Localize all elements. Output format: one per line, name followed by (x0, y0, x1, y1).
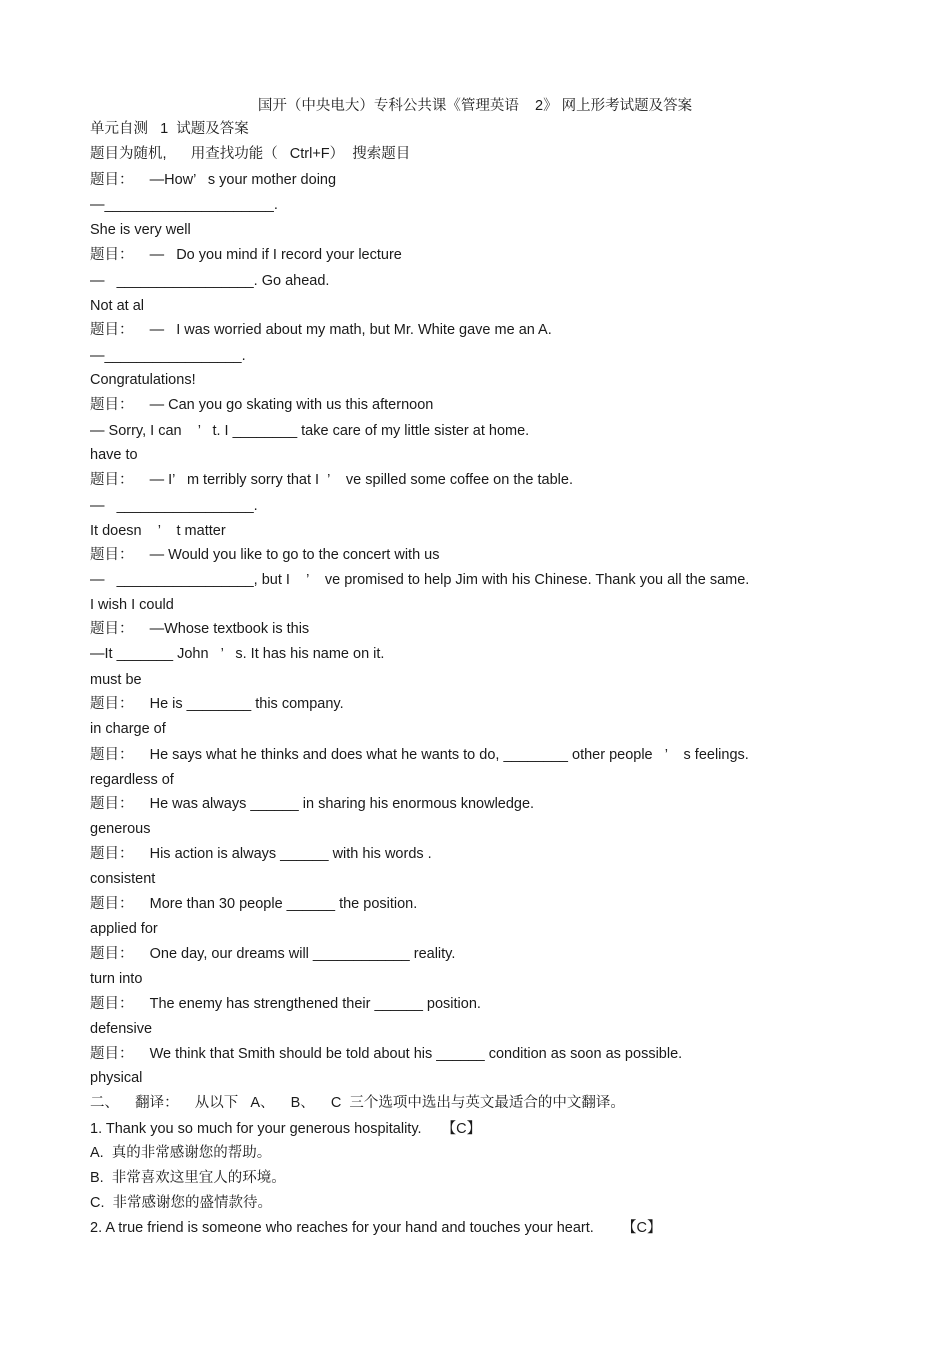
text-line: 题目为随机, 用查找功能（ Ctrl+F） 搜索题目 (90, 146, 411, 162)
text-line: must be (90, 672, 142, 688)
text-line: 单元自测 1 试题及答案 (90, 121, 249, 137)
document-title: 国开（中央电大）专科公共课《管理英语 2》 网上形考试题及答案 (257, 98, 693, 114)
text-line: 2. A true friend is someone who reaches for your hand and touches your heart. 【C】 (90, 1220, 662, 1236)
text-line: 题目： — Would you like to go to the concert with us (90, 547, 440, 563)
text-line: — Sorry, I can ’ t. I ________ take care of my little sister at home. (90, 423, 530, 439)
text-line: 题目： — Can you go skating with us this afternoon (90, 397, 434, 413)
text-line: generous (90, 821, 151, 837)
text-line: B. 非常喜欢这里宜人的环境。 (90, 1170, 286, 1186)
text-line: Congratulations! (90, 372, 196, 388)
text-line: have to (90, 447, 138, 463)
text-line: 题目： —Whose textbook is this (90, 621, 310, 637)
text-line: A. 真的非常感谢您的帮助。 (90, 1145, 272, 1161)
text-line: 题目： He is ________ this company. (90, 696, 344, 712)
text-line: Not at al (90, 298, 144, 314)
text-line: 题目： — I was worried about my math, but Mr. White gave me an A. (90, 322, 552, 338)
text-line: regardless of (90, 772, 174, 788)
text-line: 题目： We think that Smith should be told about his ______ condition as soon as possible. (90, 1046, 683, 1062)
text-line: I wish I could (90, 597, 174, 613)
text-line: —It _______ John ’ s. It has his name on it. (90, 646, 385, 662)
text-line: C. 非常感谢您的盛情款待。 (90, 1195, 273, 1211)
text-line: 题目： —How’ s your mother doing (90, 172, 337, 188)
text-line: She is very well (90, 222, 191, 238)
text-line: — _________________. (90, 498, 258, 514)
text-line: 题目： He says what he thinks and does what he wants to do, ________ other people ’ s feelings. (90, 747, 749, 763)
text-line: — _________________, but I ’ ve promised to help Jim with his Chinese. Thank you all the same. (90, 572, 750, 588)
text-line: It doesn ’ t matter (90, 523, 226, 539)
text-line: defensive (90, 1021, 153, 1037)
text-line: 题目： — Do you mind if I record your lecture (90, 247, 402, 263)
text-line: —_____________________. (90, 197, 278, 213)
text-line: 二、 翻译： 从以下 A、 B、 C 三个选项中选出与英文最适合的中文翻译。 (90, 1095, 625, 1111)
text-line: —_________________. (90, 348, 246, 364)
text-line: turn into (90, 971, 143, 987)
text-line: 题目： His action is always ______ with his words . (90, 846, 432, 862)
text-line: in charge of (90, 721, 166, 737)
document-body (90, 118, 910, 1241)
text-line: — _________________. Go ahead. (90, 273, 330, 289)
text-line: 1. Thank you so much for your generous hospitality. 【C】 (90, 1121, 482, 1137)
text-line: 题目： The enemy has strengthened their ______ position. (90, 996, 481, 1012)
text-line: applied for (90, 921, 158, 937)
text-line: 题目： — I’ m terribly sorry that I ’ ve spilled some coffee on the table. (90, 472, 573, 488)
text-line: 题目： He was always ______ in sharing his enormous knowledge. (90, 796, 535, 812)
text-line: 题目： More than 30 people ______ the position. (90, 896, 418, 912)
text-line: 题目： One day, our dreams will ____________ reality. (90, 946, 456, 962)
text-line: physical (90, 1070, 143, 1086)
text-line: consistent (90, 871, 156, 887)
